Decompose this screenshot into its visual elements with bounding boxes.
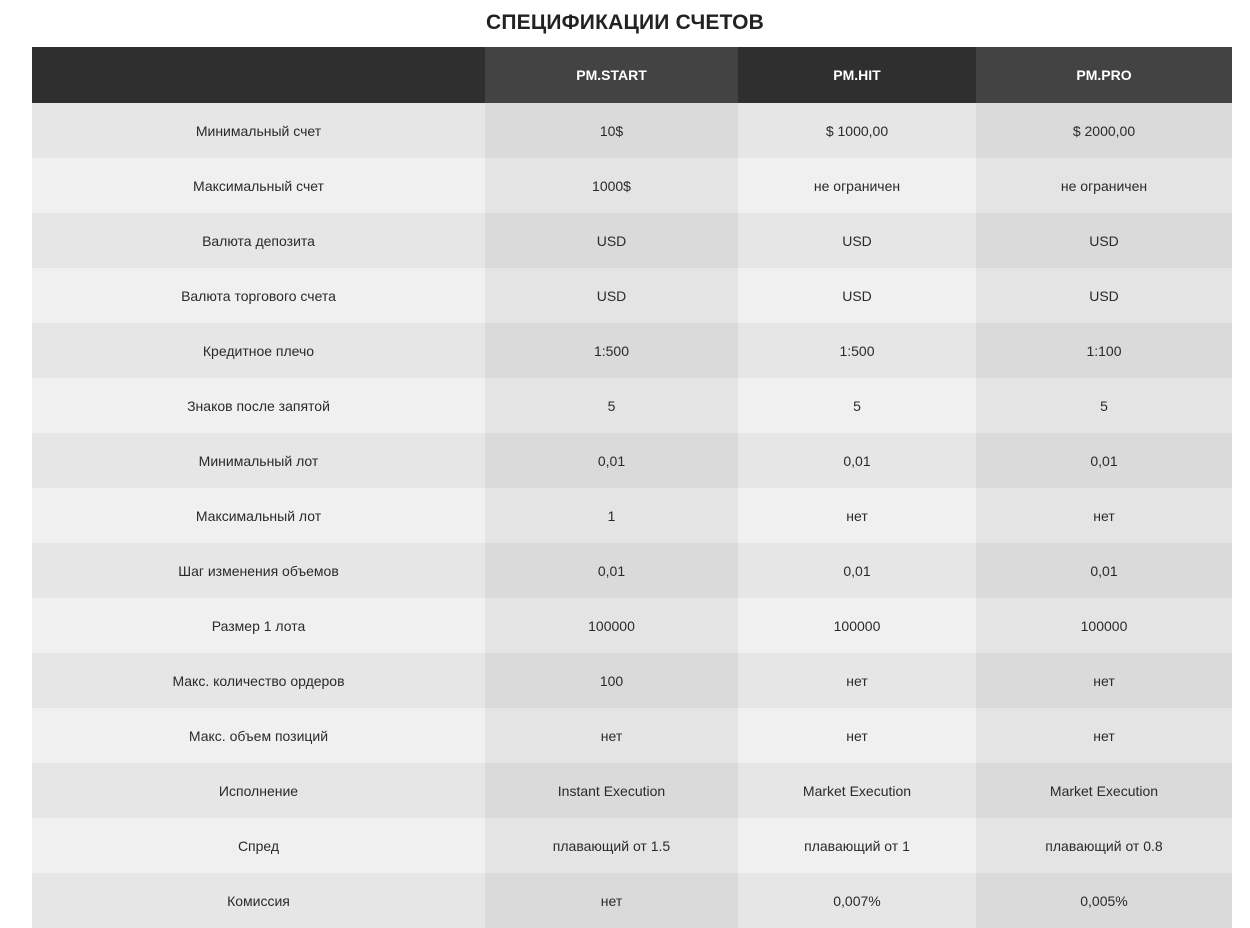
pm-start-value: 100 bbox=[485, 653, 738, 708]
pm-pro-value: 5 bbox=[976, 378, 1232, 433]
table-row bbox=[32, 433, 1232, 488]
pm-start-value: плавающий от 1.5 bbox=[485, 818, 738, 873]
pm-pro-value: 0,005% bbox=[976, 873, 1232, 928]
pm-hit-value: нет bbox=[738, 708, 976, 763]
pm-pro-value: нет bbox=[976, 708, 1232, 763]
pm-hit-value: USD bbox=[738, 213, 976, 268]
pm-start-value: 5 bbox=[485, 378, 738, 433]
pm-hit-value: 1:500 bbox=[738, 323, 976, 378]
row-label: Размер 1 лота bbox=[32, 598, 485, 653]
pm-pro-value: 0,01 bbox=[976, 433, 1232, 488]
row-label: Максимальный лот bbox=[32, 488, 485, 543]
pm-pro-value: USD bbox=[976, 213, 1232, 268]
table-row bbox=[32, 708, 1232, 763]
pm-start-value: 10$ bbox=[485, 103, 738, 158]
row-label: Кредитное плечо bbox=[32, 323, 485, 378]
pm-hit-value: 5 bbox=[738, 378, 976, 433]
pm-start-value: 1000$ bbox=[485, 158, 738, 213]
pm-start-value: нет bbox=[485, 873, 738, 928]
row-label: Валюта торгового счета bbox=[32, 268, 485, 323]
row-label: Шаг изменения объемов bbox=[32, 543, 485, 598]
pm-pro-value: $ 2000,00 bbox=[976, 103, 1232, 158]
pm-pro-value: нет bbox=[976, 488, 1232, 543]
table-row bbox=[32, 818, 1232, 873]
pm-start-value: 0,01 bbox=[485, 543, 738, 598]
pm-hit-value: 100000 bbox=[738, 598, 976, 653]
table-row bbox=[32, 378, 1232, 433]
pm-pro-value: 100000 bbox=[976, 598, 1232, 653]
pm-start-value: USD bbox=[485, 213, 738, 268]
pm-hit-value: 0,01 bbox=[738, 433, 976, 488]
header-parameter-column bbox=[32, 47, 485, 103]
pm-pro-value: 0,01 bbox=[976, 543, 1232, 598]
pm-start-value: 100000 bbox=[485, 598, 738, 653]
row-label: Исполнение bbox=[32, 763, 485, 818]
pm-hit-value: нет bbox=[738, 488, 976, 543]
pm-hit-value: 0,007% bbox=[738, 873, 976, 928]
table-row bbox=[32, 213, 1232, 268]
pm-hit-value: USD bbox=[738, 268, 976, 323]
row-label: Макс. объем позиций bbox=[32, 708, 485, 763]
header-pm-pro: PM.PRO bbox=[976, 47, 1232, 103]
pm-pro-value: плавающий от 0.8 bbox=[976, 818, 1232, 873]
account-specs-table bbox=[32, 47, 1232, 928]
table-row bbox=[32, 268, 1232, 323]
table-row bbox=[32, 323, 1232, 378]
table-row bbox=[32, 543, 1232, 598]
pm-pro-value: не ограничен bbox=[976, 158, 1232, 213]
row-label: Валюта депозита bbox=[32, 213, 485, 268]
pm-pro-value: USD bbox=[976, 268, 1232, 323]
table-row bbox=[32, 103, 1232, 158]
pm-pro-value: 1:100 bbox=[976, 323, 1232, 378]
pm-start-value: 0,01 bbox=[485, 433, 738, 488]
pm-start-value: USD bbox=[485, 268, 738, 323]
row-label: Максимальный счет bbox=[32, 158, 485, 213]
page-title: СПЕЦИФИКАЦИИ СЧЕТОВ bbox=[485, 11, 765, 34]
table-row bbox=[32, 158, 1232, 213]
pm-start-value: 1:500 bbox=[485, 323, 738, 378]
table-row bbox=[32, 653, 1232, 708]
row-label: Макс. количество ордеров bbox=[32, 653, 485, 708]
table-body bbox=[32, 103, 1232, 928]
table-row bbox=[32, 598, 1232, 653]
header-pm-hit: PM.HIT bbox=[738, 47, 976, 103]
table-row bbox=[32, 873, 1232, 928]
header-pm-start: PM.START bbox=[485, 47, 738, 103]
pm-hit-value: $ 1000,00 bbox=[738, 103, 976, 158]
table-row bbox=[32, 763, 1232, 818]
row-label: Комиссия bbox=[32, 873, 485, 928]
pm-start-value: 1 bbox=[485, 488, 738, 543]
pm-hit-value: Market Execution bbox=[738, 763, 976, 818]
row-label: Спред bbox=[32, 818, 485, 873]
pm-hit-value: нет bbox=[738, 653, 976, 708]
pm-pro-value: Market Execution bbox=[976, 763, 1232, 818]
row-label: Знаков после запятой bbox=[32, 378, 485, 433]
row-label: Минимальный лот bbox=[32, 433, 485, 488]
pm-hit-value: плавающий от 1 bbox=[738, 818, 976, 873]
row-label: Минимальный счет bbox=[32, 103, 485, 158]
pm-hit-value: не ограничен bbox=[738, 158, 976, 213]
pm-start-value: нет bbox=[485, 708, 738, 763]
table-row bbox=[32, 488, 1232, 543]
pm-pro-value: нет bbox=[976, 653, 1232, 708]
pm-hit-value: 0,01 bbox=[738, 543, 976, 598]
table-header-row bbox=[32, 47, 1232, 103]
pm-start-value: Instant Execution bbox=[485, 763, 738, 818]
